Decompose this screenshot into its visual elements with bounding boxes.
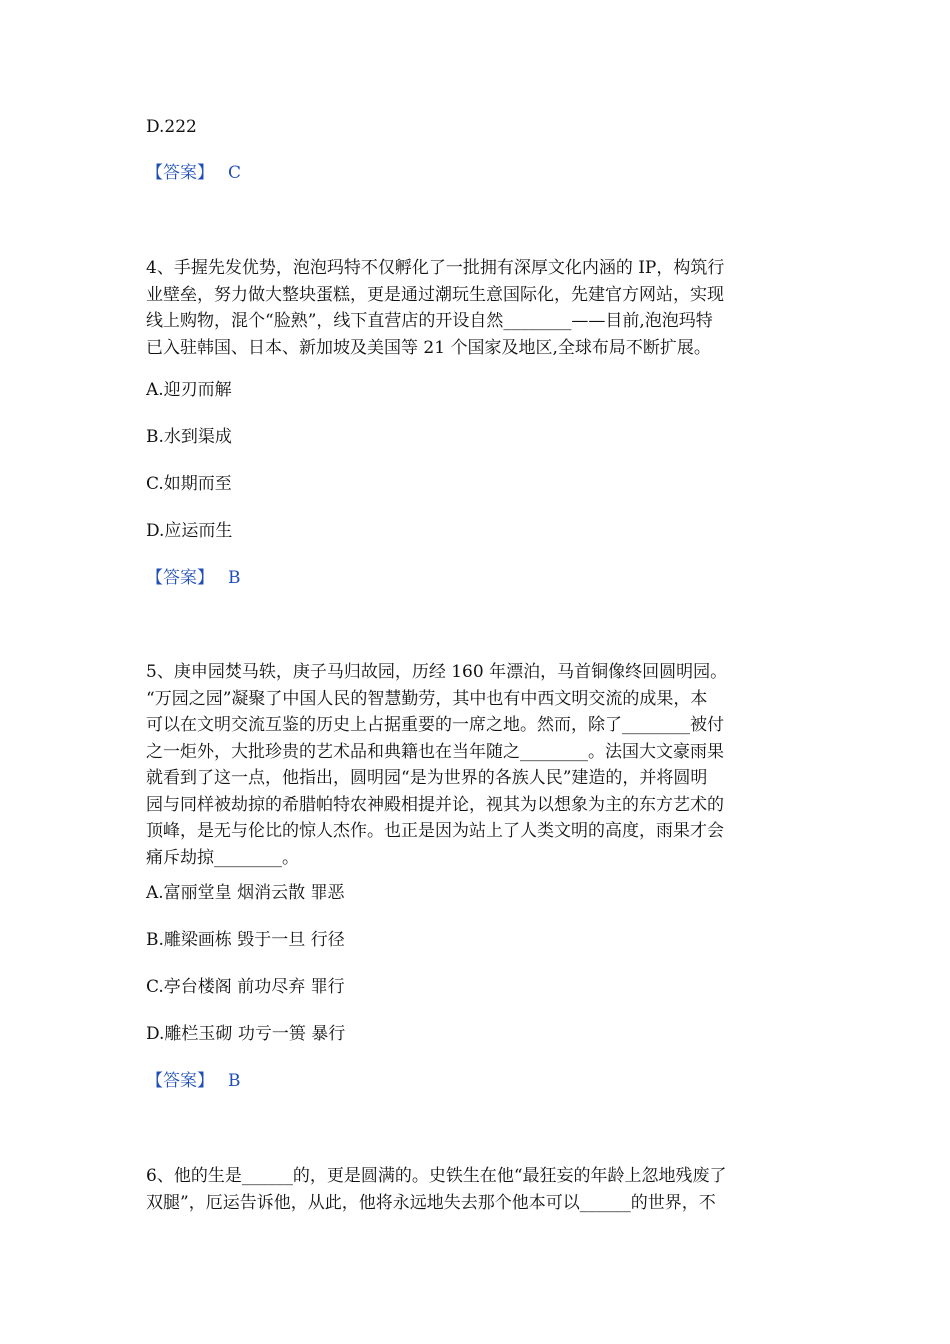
q4-stem-line: 已入驻韩国、日本、新加坡及美国等 21 个国家及地区,全球布局不断扩展。 <box>146 337 711 358</box>
q5-option-c: C.亭台楼阁 前功尽弃 罪行 <box>146 977 345 997</box>
q5-stem-line: 顶峰，是无与伦比的惊人杰作。也正是因为站上了人类文明的高度，雨果才会 <box>146 821 724 841</box>
answer-label: 【答案】 <box>146 163 214 183</box>
q4-answer <box>146 565 241 591</box>
q5-stem <box>146 659 816 871</box>
q4-stem-line: 4、手握先发优势，泡泡玛特不仅孵化了一批拥有深厚文化内涵的 IP，构筑行 <box>146 258 725 278</box>
q5-option-b: B.雕梁画栋 毁于一旦 行径 <box>146 930 345 950</box>
q5-option-d: D.雕栏玉砌 功亏一篑 暴行 <box>146 1024 346 1044</box>
q6-stem <box>146 1163 816 1216</box>
answer-value: C <box>228 163 242 183</box>
q5-option-a: A.富丽堂皇 烟消云散 罪恶 <box>146 883 345 903</box>
q3-option-d: D.222 <box>146 117 197 137</box>
q4-stem-line: 业壁垒，努力做大整块蛋糕，更是通过潮玩生意国际化，先建官方网站，实现 <box>146 284 724 305</box>
q4-option-a: A.迎刃而解 <box>146 380 232 400</box>
q5-stem-line: 5、庚申园焚马轶，庚子马归故园，历经 160 年漂泊，马首铜像终回圆明园。 <box>146 662 728 682</box>
q5-stem-line: “万园之园”凝聚了中国人民的智慧勤劳，其中也有中西文明交流的成果，本 <box>146 688 708 709</box>
q4-stem-line: 线上购物，混个“脸熟”，线下直营店的开设自然________——目前,泡泡玛特 <box>146 311 713 331</box>
q5-stem-line: 可以在文明交流互鉴的历史上占据重要的一席之地。然而，除了________被付 <box>146 715 724 735</box>
q3-answer <box>146 160 241 186</box>
q6-stem-line: 双腿”，厄运告诉他，从此，他将永远地失去那个他本可以______的世界，不 <box>146 1192 716 1213</box>
answer-value: B <box>228 568 241 588</box>
q4-stem <box>146 255 816 361</box>
q4-option-c: C.如期而至 <box>146 474 232 494</box>
q4-option-d: D.应运而生 <box>146 521 233 541</box>
q4-option-b: B.水到渠成 <box>146 427 232 447</box>
answer-label: 【答案】 <box>146 1071 214 1091</box>
q5-stem-line: 就看到了这一点，他指出，圆明园“是为世界的各族人民”建造的，并将圆明 <box>146 768 708 788</box>
q5-stem-line: 痛斥劫掠________。 <box>146 847 299 868</box>
q5-answer <box>146 1068 241 1094</box>
answer-value: B <box>228 1071 241 1091</box>
q6-stem-line: 6、他的生是______的，更是圆满的。史铁生在他“最狂妄的年龄上忽地残废了 <box>146 1166 727 1186</box>
q5-stem-line: 之一炬外，大批珍贵的艺术品和典籍也在当年随之________。法国大文豪雨果 <box>146 741 724 762</box>
q5-stem-line: 园与同样被劫掠的希腊帕特农神殿相提并论，视其为以想象为主的东方艺术的 <box>146 794 724 815</box>
answer-label: 【答案】 <box>146 568 214 588</box>
